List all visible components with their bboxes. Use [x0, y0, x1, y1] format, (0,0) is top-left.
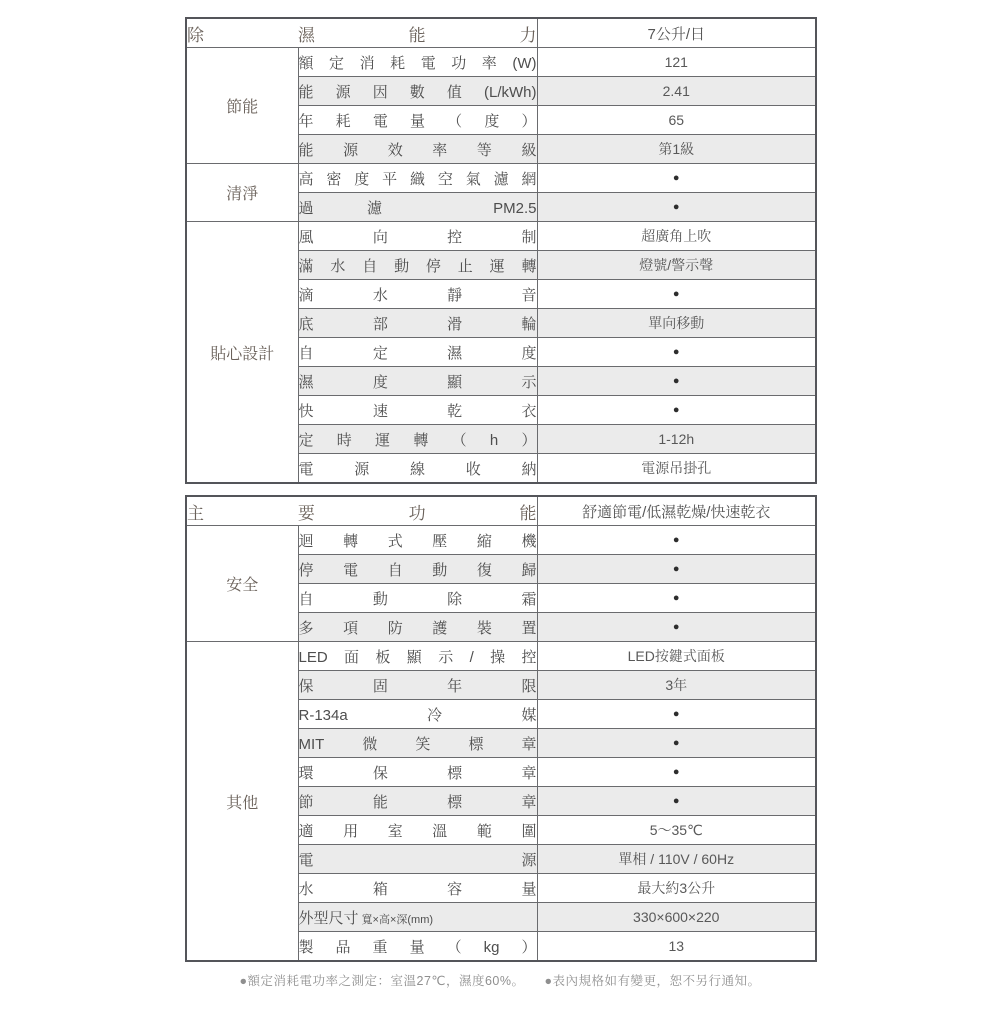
- feature-label: [298, 251, 537, 280]
- feature-label: [298, 135, 537, 164]
- feature-value: 電源吊掛孔: [537, 454, 816, 484]
- feature-included-dot: ●: [537, 584, 816, 613]
- feature-label: [298, 454, 537, 484]
- feature-value: 2.41: [537, 77, 816, 106]
- feature-label-text: 自定濕度: [298, 344, 537, 362]
- feature-label: [298, 845, 537, 874]
- feature-label-text: 保固年限: [298, 677, 537, 695]
- feature-label-text: 濕度顯示: [298, 373, 537, 391]
- feature-label: [298, 106, 537, 135]
- feature-value: 超廣角上吹: [537, 222, 816, 251]
- feature-value: 330×600×220: [537, 903, 816, 932]
- group-label: 安全: [186, 526, 298, 642]
- feature-value: 65: [537, 106, 816, 135]
- feature-label: [298, 613, 537, 642]
- feature-label-text: 底部滑輪: [298, 315, 537, 333]
- feature-label: [298, 425, 537, 454]
- feature-label-text: 額定消耗電功率(W): [298, 54, 537, 72]
- table-header-row: [186, 18, 816, 48]
- feature-label-text: 電源線收納: [298, 460, 537, 478]
- group-label: 貼心設計: [186, 222, 298, 484]
- feature-included-dot: ●: [537, 164, 816, 193]
- feature-value: 單相 / 110V / 60Hz: [537, 845, 816, 874]
- feature-label: [298, 222, 537, 251]
- group-label: 清淨: [186, 164, 298, 222]
- feature-label: [298, 555, 537, 584]
- spec-row: [186, 642, 816, 671]
- spec-sheet: [185, 17, 815, 989]
- table-header-label: 除濕能力: [186, 18, 537, 48]
- feature-value: 燈號/警示聲: [537, 251, 816, 280]
- spec-row: [186, 164, 816, 193]
- feature-label: [298, 338, 537, 367]
- spec-row: [186, 222, 816, 251]
- feature-label-text: 節能標章: [298, 793, 537, 811]
- feature-label-text: 外型尺寸: [298, 909, 359, 927]
- group-label: 其他: [186, 642, 298, 962]
- feature-value: 3年: [537, 671, 816, 700]
- feature-included-dot: ●: [537, 700, 816, 729]
- feature-label: [298, 367, 537, 396]
- feature-label-text: 風向控制: [298, 228, 537, 246]
- feature-label: [298, 729, 537, 758]
- feature-label-text: 電源: [298, 851, 537, 869]
- feature-label-text: 迴轉式壓縮機: [298, 532, 537, 550]
- feature-value: 1-12h: [537, 425, 816, 454]
- feature-included-dot: ●: [537, 526, 816, 555]
- feature-label: [298, 48, 537, 77]
- spec-table-dehumidify: [185, 17, 817, 484]
- table-header-label: 主要功能: [186, 496, 537, 526]
- feature-label: [298, 77, 537, 106]
- feature-label: [298, 526, 537, 555]
- feature-included-dot: ●: [537, 193, 816, 222]
- feature-included-dot: ●: [537, 613, 816, 642]
- spec-row: [186, 48, 816, 77]
- footnote-measurement: ●額定消耗電功率之測定：室溫27℃，濕度60%。: [239, 974, 525, 988]
- feature-label: [298, 280, 537, 309]
- feature-label-text: 滴水靜音: [298, 286, 537, 304]
- spec-table-functions: [185, 495, 817, 962]
- feature-value: 5～35℃: [537, 816, 816, 845]
- feature-label-text: 能源效率等級: [298, 141, 537, 159]
- feature-value: 第1級: [537, 135, 816, 164]
- feature-included-dot: ●: [537, 338, 816, 367]
- feature-included-dot: ●: [537, 758, 816, 787]
- feature-label: [298, 584, 537, 613]
- group-label: 節能: [186, 48, 298, 164]
- feature-included-dot: ●: [537, 396, 816, 425]
- feature-label-text: 適用室溫範圍: [298, 822, 537, 840]
- feature-label-text: 滿水自動停止運轉: [298, 257, 537, 275]
- feature-label: [298, 642, 537, 671]
- feature-label: [298, 787, 537, 816]
- feature-value: 13: [537, 932, 816, 962]
- feature-label: [298, 903, 537, 932]
- feature-label: [298, 932, 537, 962]
- feature-label: [298, 700, 537, 729]
- feature-label-text: 高密度平織空氣濾網: [298, 170, 537, 188]
- feature-label: [298, 874, 537, 903]
- feature-value: 最大約3公升: [537, 874, 816, 903]
- feature-label-text: 快速乾衣: [298, 402, 537, 420]
- feature-label-text: 年耗電量（度）: [298, 112, 537, 130]
- feature-label-text: MIT微笑標章: [298, 735, 537, 753]
- feature-label: [298, 193, 537, 222]
- feature-label-text: 自動除霜: [298, 590, 537, 608]
- feature-label-text: 多項防護裝置: [298, 619, 537, 637]
- feature-included-dot: ●: [537, 555, 816, 584]
- feature-included-dot: ●: [537, 280, 816, 309]
- feature-label: [298, 164, 537, 193]
- feature-included-dot: ●: [537, 367, 816, 396]
- feature-label: [298, 309, 537, 338]
- table-header-value: 7公升/日: [537, 18, 816, 48]
- feature-label-text: 能源因數值(L/kWh): [298, 83, 537, 101]
- feature-sublabel-text: 寬×高×深(mm): [361, 913, 434, 926]
- table-header-value: 舒適節電/低濕乾燥/快速乾衣: [537, 496, 816, 526]
- feature-label: [298, 816, 537, 845]
- feature-label-text: 環保標章: [298, 764, 537, 782]
- feature-label-text: 定時運轉（h）: [298, 431, 537, 449]
- feature-included-dot: ●: [537, 787, 816, 816]
- feature-label-text: 停電自動復歸: [298, 561, 537, 579]
- feature-label-text: 過濾 PM2.5: [298, 199, 537, 217]
- feature-value: LED按鍵式面板: [537, 642, 816, 671]
- feature-value: 121: [537, 48, 816, 77]
- footnotes: [185, 971, 815, 989]
- feature-label-text: 製品重量（kg）: [298, 938, 537, 956]
- feature-label: [298, 758, 537, 787]
- feature-label-text: 水箱容量: [298, 880, 537, 898]
- feature-value: 單向移動: [537, 309, 816, 338]
- feature-label-text: LED面板顯示/操控: [298, 648, 537, 666]
- feature-included-dot: ●: [537, 729, 816, 758]
- feature-label: [298, 671, 537, 700]
- spec-table-body: [186, 48, 816, 484]
- spec-row: [186, 526, 816, 555]
- spec-table-body: [186, 526, 816, 962]
- footnote-disclaimer: ●表內規格如有變更，恕不另行通知。: [544, 974, 761, 988]
- feature-label: [298, 396, 537, 425]
- table-header-row: [186, 496, 816, 526]
- feature-label-text: R-134a冷媒: [298, 706, 537, 724]
